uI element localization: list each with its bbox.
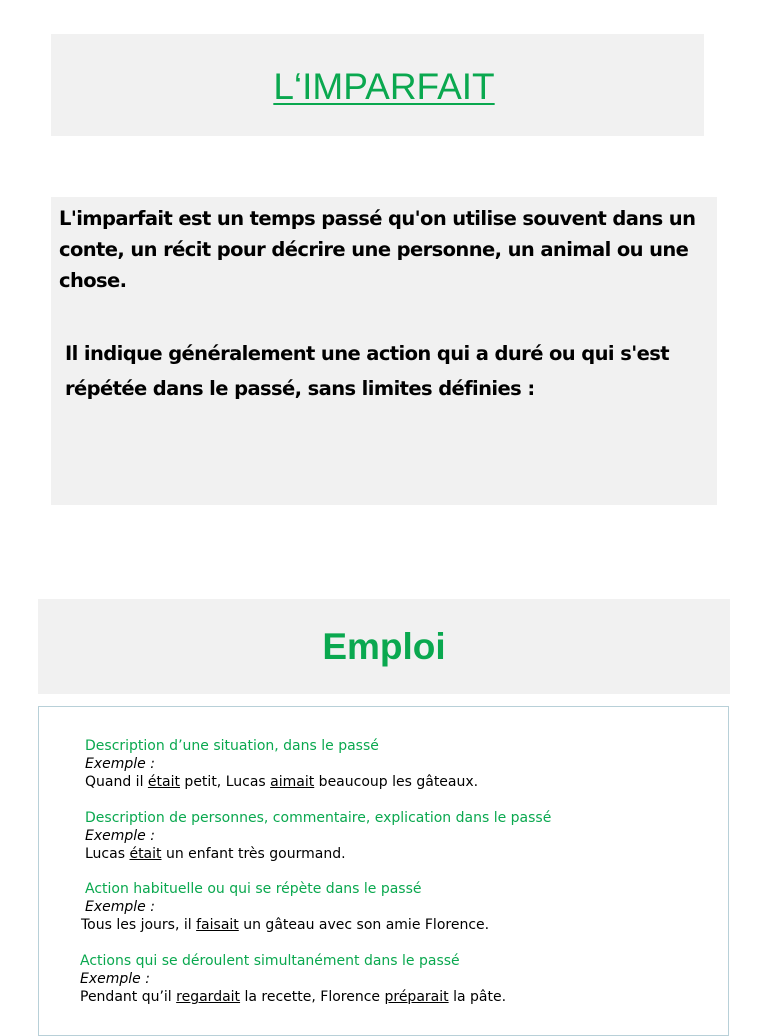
example-sentence: Tous les jours, il faisait un gâteau avec son amie Florence. (81, 917, 490, 933)
verb-imparfait: préparait (384, 989, 449, 1005)
intro-paragraph-1: L'imparfait est un temps passé qu'on utilise souvent dans un conte, un récit pour décrire une personne, un animal ou une chose. (59, 207, 696, 292)
verb-imparfait: était (147, 774, 180, 790)
usage-item-situation (85, 737, 478, 791)
usage-item-description (85, 809, 551, 863)
usage-heading: Action habituelle ou qui se répète dans le passé (85, 881, 422, 897)
example-sentence: Pendant qu’il regardait la recette, Florence préparait la pâte. (80, 989, 507, 1005)
example-label: Exemple : (85, 899, 155, 915)
verb-imparfait: regardait (176, 989, 241, 1005)
emploi-heading: Emploi (322, 626, 446, 667)
example-label: Exemple : (85, 756, 155, 772)
usage-heading: Actions qui se déroulent simultanément dans le passé (80, 953, 460, 969)
example-sentence: Quand il était petit, Lucas aimait beaucoup les gâteaux. (85, 774, 479, 790)
intro-paragraph-2: Il indique généralement une action qui a duré ou qui s'est répétée dans le passé, sans limites définies : (65, 342, 669, 400)
verb-imparfait: était (129, 846, 162, 862)
example-sentence: Lucas était un enfant très gourmand. (85, 846, 346, 862)
usage-heading: Description de personnes, commentaire, explication dans le passé (85, 810, 552, 826)
usage-item-habitual (81, 880, 490, 934)
page-title: L‘IMPARFAIT (273, 66, 495, 107)
usage-item-simultaneous (80, 952, 506, 1006)
example-label: Exemple : (85, 828, 155, 844)
example-label: Exemple : (80, 971, 150, 987)
verb-imparfait: faisait (196, 917, 239, 933)
verb-imparfait: aimait (270, 774, 315, 790)
usage-heading: Description d’une situation, dans le passé (85, 738, 379, 754)
